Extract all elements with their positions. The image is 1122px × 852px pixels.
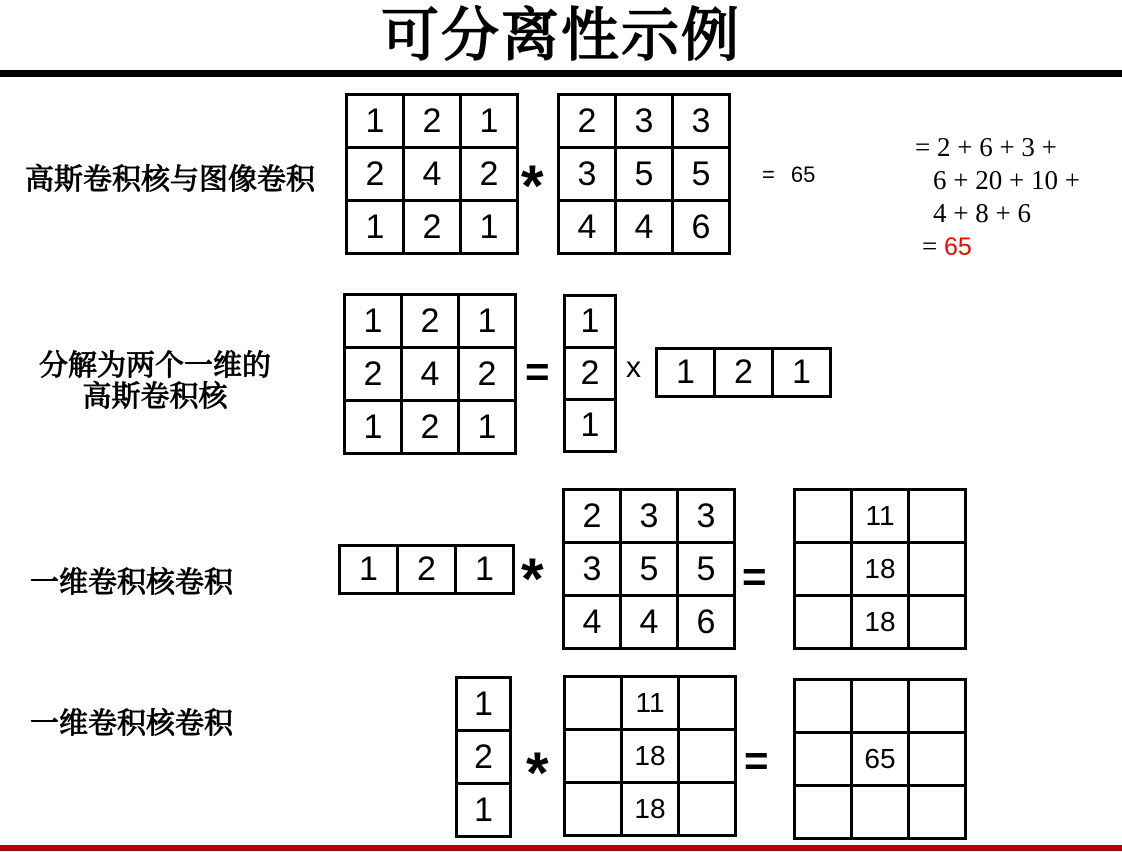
matrix-cell: 3	[559, 148, 616, 201]
matrix-cell	[909, 543, 966, 596]
matrix-row	[657, 349, 831, 397]
matrix-row	[559, 148, 730, 201]
equals-sign: =	[922, 231, 944, 261]
matrix-row	[564, 490, 735, 543]
matrix-cell	[852, 680, 909, 733]
matrix-row	[565, 677, 736, 730]
matrix-cell: 1	[773, 349, 831, 397]
matrix-cell: 3	[616, 95, 673, 148]
matrix-cell: 65	[852, 733, 909, 786]
matrix-row	[457, 731, 511, 784]
row2-label-line2: 高斯卷积核	[82, 381, 228, 413]
matrix-row	[795, 596, 966, 649]
matrix-cell: 18	[622, 730, 679, 783]
matrix-cell	[795, 490, 852, 543]
intermediate-result-matrix	[563, 675, 737, 837]
matrix-cell	[909, 596, 966, 649]
matrix-cell: 1	[565, 296, 616, 348]
matrix-cell: 2	[398, 546, 456, 594]
matrix-cell: 2	[347, 148, 404, 201]
matrix-row	[565, 296, 616, 348]
matrix-cell: 1	[345, 295, 402, 348]
math-line-1: = 2 + 6 + 3 +	[915, 132, 1057, 162]
matrix-row	[347, 201, 518, 254]
result-value: 65	[790, 162, 816, 187]
matrix-cell: 18	[622, 783, 679, 836]
math-line-2: 6 + 20 + 10 +	[933, 165, 1080, 195]
column-kernel-matrix	[455, 676, 512, 838]
matrix-cell: 5	[621, 543, 678, 596]
matrix-cell: 3	[673, 95, 730, 148]
math-line-3: 4 + 8 + 6	[933, 198, 1031, 228]
matrix-cell: 2	[402, 401, 459, 454]
matrix-cell: 11	[852, 490, 909, 543]
matrix-cell	[565, 783, 622, 836]
matrix-cell: 1	[457, 678, 511, 731]
matrix-cell	[679, 677, 736, 730]
row3-label: 一维卷积核卷积	[30, 567, 234, 599]
matrix-cell: 2	[404, 95, 461, 148]
matrix-cell: 2	[404, 201, 461, 254]
matrix-cell: 6	[678, 596, 735, 649]
matrix-cell: 1	[457, 784, 511, 837]
matrix-cell	[679, 730, 736, 783]
equals-sign: =	[525, 348, 550, 395]
image-patch-matrix	[557, 93, 731, 255]
matrix-cell	[852, 786, 909, 839]
matrix-cell: 5	[678, 543, 735, 596]
matrix-cell: 4	[621, 596, 678, 649]
matrix-cell: 2	[457, 731, 511, 784]
matrix-row	[795, 543, 966, 596]
matrix-cell	[795, 596, 852, 649]
matrix-row	[795, 786, 966, 839]
matrix-cell: 1	[461, 95, 518, 148]
matrix-row	[565, 730, 736, 783]
row-kernel-matrix	[655, 347, 832, 398]
row2-label	[15, 351, 295, 413]
matrix-row	[795, 680, 966, 733]
matrix-cell: 1	[461, 201, 518, 254]
matrix-cell: 2	[345, 348, 402, 401]
equals-sign: =	[744, 737, 769, 784]
matrix-row	[795, 733, 966, 786]
final-sum-red: 65	[943, 233, 972, 261]
matrix-cell: 3	[564, 543, 621, 596]
matrix-cell: 6	[673, 201, 730, 254]
image-patch-matrix	[562, 488, 736, 650]
matrix-cell: 1	[459, 401, 516, 454]
final-result-matrix	[793, 678, 967, 840]
gaussian-kernel-matrix	[345, 93, 519, 255]
matrix-cell	[795, 733, 852, 786]
equals-sign: =	[742, 553, 767, 600]
matrix-cell: 11	[622, 677, 679, 730]
row-kernel-matrix	[338, 544, 515, 595]
times-x: x	[626, 351, 641, 384]
gaussian-kernel-matrix	[343, 293, 517, 455]
matrix-cell: 1	[456, 546, 514, 594]
page-title: 可分离性示例	[380, 3, 741, 68]
matrix-row	[345, 348, 516, 401]
matrix-cell: 1	[340, 546, 398, 594]
matrix-cell	[909, 786, 966, 839]
matrix-row	[457, 678, 511, 731]
matrix-row	[565, 783, 736, 836]
matrix-cell: 5	[673, 148, 730, 201]
matrix-row	[340, 546, 514, 594]
matrix-cell	[795, 786, 852, 839]
title-divider-line	[0, 70, 1122, 77]
column-kernel-matrix	[563, 294, 617, 453]
matrix-cell	[565, 677, 622, 730]
matrix-cell: 1	[657, 349, 715, 397]
matrix-cell: 1	[347, 201, 404, 254]
matrix-cell: 3	[678, 490, 735, 543]
matrix-cell: 1	[459, 295, 516, 348]
matrix-row	[565, 400, 616, 452]
matrix-cell: 2	[715, 349, 773, 397]
convolution-asterisk: *	[526, 741, 549, 806]
matrix-cell	[909, 490, 966, 543]
matrix-cell: 3	[621, 490, 678, 543]
matrix-row	[564, 596, 735, 649]
matrix-cell: 2	[559, 95, 616, 148]
matrix-row	[559, 201, 730, 254]
row4-label: 一维卷积核卷积	[30, 708, 234, 740]
matrix-row	[564, 543, 735, 596]
matrix-row	[559, 95, 730, 148]
matrix-row	[565, 348, 616, 400]
matrix-cell: 4	[564, 596, 621, 649]
matrix-cell: 2	[564, 490, 621, 543]
matrix-row	[347, 95, 518, 148]
matrix-cell	[909, 680, 966, 733]
equals-sign: =	[762, 162, 775, 187]
matrix-cell: 2	[402, 295, 459, 348]
matrix-row	[345, 295, 516, 348]
row1-result	[762, 162, 815, 188]
bottom-accent-bar	[0, 845, 1122, 851]
matrix-cell	[795, 543, 852, 596]
row1-label: 高斯卷积核与图像卷积	[25, 164, 316, 196]
matrix-cell: 1	[345, 401, 402, 454]
matrix-cell: 18	[852, 543, 909, 596]
expansion-math-block	[915, 131, 1080, 264]
matrix-cell: 2	[461, 148, 518, 201]
matrix-row	[795, 490, 966, 543]
matrix-cell: 1	[565, 400, 616, 452]
matrix-cell	[795, 680, 852, 733]
matrix-cell: 4	[404, 148, 461, 201]
matrix-cell	[565, 730, 622, 783]
matrix-cell	[679, 783, 736, 836]
intermediate-result-matrix	[793, 488, 967, 650]
row2-label-line1: 分解为两个一维的	[38, 350, 271, 382]
matrix-cell: 1	[347, 95, 404, 148]
matrix-cell: 18	[852, 596, 909, 649]
matrix-cell: 4	[402, 348, 459, 401]
matrix-cell	[909, 733, 966, 786]
math-line-4	[922, 230, 1080, 264]
convolution-asterisk: *	[521, 547, 544, 612]
matrix-row	[457, 784, 511, 837]
matrix-cell: 2	[459, 348, 516, 401]
convolution-asterisk: *	[521, 154, 544, 219]
matrix-cell: 4	[559, 201, 616, 254]
matrix-cell: 4	[616, 201, 673, 254]
matrix-row	[345, 401, 516, 454]
matrix-cell: 5	[616, 148, 673, 201]
matrix-cell: 2	[565, 348, 616, 400]
matrix-row	[347, 148, 518, 201]
